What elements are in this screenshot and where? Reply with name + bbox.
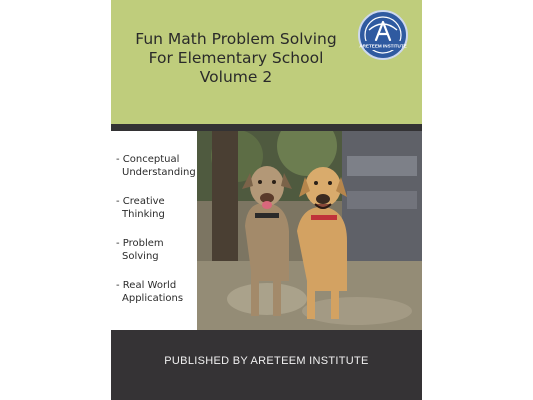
book-title [121, 30, 351, 87]
feature-line-2: Understanding [122, 167, 196, 178]
feature-line-1: - Creative [116, 196, 165, 207]
feature-line-2: Thinking [122, 209, 165, 220]
divider-strip [111, 124, 422, 131]
feature-item [116, 237, 196, 263]
publisher-band [111, 330, 422, 400]
feature-item [116, 153, 196, 179]
feature-line-1: - Real World [116, 280, 177, 291]
dogs-photo-illustration [197, 131, 422, 330]
feature-list [116, 153, 196, 321]
title-line-1: Fun Math Problem Solving [135, 30, 337, 48]
book-cover [111, 0, 422, 400]
feature-item [116, 195, 196, 221]
feature-line-1: - Conceptual [116, 154, 180, 165]
publisher-text: PUBLISHED BY ARETEEM INSTITUTE [164, 355, 369, 367]
title-band [111, 0, 422, 124]
feature-line-2: Applications [122, 293, 184, 304]
feature-item [116, 279, 196, 305]
feature-line-1: - Problem [116, 238, 164, 249]
title-line-2: For Elementary School [148, 49, 324, 67]
feature-line-2: Solving [122, 251, 159, 262]
feature-panel [111, 131, 197, 330]
logo-text: ARETEEM INSTITUTE [359, 43, 407, 49]
title-line-3: Volume 2 [199, 68, 273, 86]
dogs-photo [197, 131, 422, 330]
areteem-logo-icon [356, 8, 410, 62]
